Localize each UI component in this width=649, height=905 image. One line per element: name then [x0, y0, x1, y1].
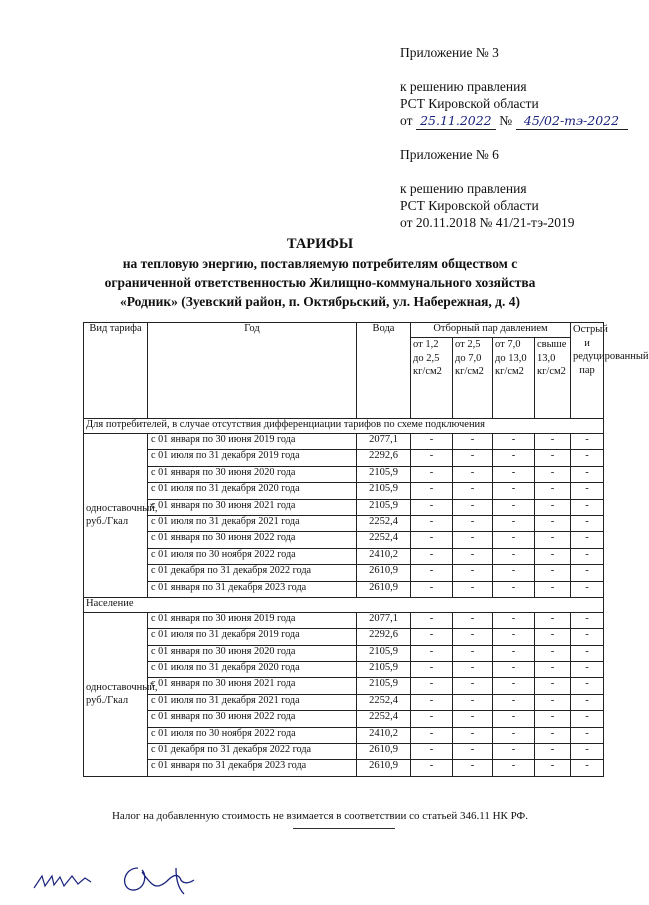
steam-tariff-value: - [453, 744, 493, 760]
steam-tariff-value: - [571, 466, 604, 482]
steam-tariff-value: - [571, 662, 604, 678]
steam-tariff-value: - [411, 629, 453, 645]
water-tariff-value: 2252,4 [357, 694, 411, 710]
water-tariff-value: 2252,4 [357, 532, 411, 548]
water-tariff-value: 2410,2 [357, 548, 411, 564]
title-line-1: на тепловую энергию, поставляемую потребителям обществом с [122, 256, 518, 271]
steam-tariff-value: - [493, 727, 535, 743]
steam-tariff-value: - [493, 565, 535, 581]
water-tariff-value: 2610,9 [357, 581, 411, 597]
steam-tariff-value: - [571, 548, 604, 564]
steam-tariff-value: - [535, 548, 571, 564]
water-tariff-value: 2105,9 [357, 678, 411, 694]
steam-tariff-value: - [453, 483, 493, 499]
steam-tariff-value: - [411, 612, 453, 628]
steam-tariff-value: - [535, 515, 571, 531]
section-consumers: Для потребителей, в случае отсутствия дифференциации тарифов по схеме подключения [84, 419, 604, 434]
period-cell: с 01 января по 30 июня 2022 года [148, 532, 357, 548]
steam-tariff-value: - [535, 678, 571, 694]
water-tariff-value: 2105,9 [357, 499, 411, 515]
period-cell: с 01 июля по 31 декабря 2021 года [148, 515, 357, 531]
steam-tariff-value: - [493, 548, 535, 564]
steam-tariff-value: - [571, 678, 604, 694]
steam-tariff-value: - [571, 711, 604, 727]
period-cell: с 01 января по 31 декабря 2023 года [148, 581, 357, 597]
table-row [84, 694, 604, 710]
steam-tariff-value: - [535, 565, 571, 581]
table-row [84, 434, 604, 450]
authority-line: РСТ Кировской области [400, 198, 539, 213]
decision-line: к решению правления [400, 181, 527, 196]
water-tariff-value: 2252,4 [357, 515, 411, 531]
steam-tariff-value: - [493, 711, 535, 727]
period-cell: с 01 июля по 31 декабря 2021 года [148, 694, 357, 710]
steam-tariff-value: - [493, 760, 535, 776]
period-cell: с 01 января по 30 июня 2019 года [148, 612, 357, 628]
handwritten-date: 25.11.2022 [416, 112, 496, 130]
vat-footnote: Налог на добавленную стоимость не взимается в соответствии со статьей 346.11 НК РФ. [111, 810, 529, 822]
steam-tariff-value: - [535, 532, 571, 548]
steam-tariff-value: - [453, 645, 493, 661]
water-tariff-value: 2105,9 [357, 662, 411, 678]
steam-tariff-value: - [453, 515, 493, 531]
steam-tariff-value: - [493, 645, 535, 661]
steam-tariff-value: - [493, 515, 535, 531]
water-tariff-value: 2105,9 [357, 483, 411, 499]
steam-tariff-value: - [411, 515, 453, 531]
steam-tariff-value: - [453, 678, 493, 694]
steam-tariff-value: - [535, 629, 571, 645]
handwritten-number: 45/02-тэ-2022 [516, 112, 628, 130]
steam-tariff-value: - [411, 645, 453, 661]
initials-scribble [30, 866, 100, 896]
steam-tariff-value: - [493, 581, 535, 597]
authority-line: РСТ Кировской области [400, 96, 539, 111]
steam-tariff-value: - [453, 499, 493, 515]
table-row [84, 612, 604, 628]
header-tariff-type: Вид тарифа [84, 323, 148, 419]
steam-tariff-value: - [535, 434, 571, 450]
table-row [84, 711, 604, 727]
date-number-line: от 25.11.2022 № 45/02-тэ-2022 [400, 112, 628, 130]
water-tariff-value: 2105,9 [357, 466, 411, 482]
steam-tariff-value: - [411, 727, 453, 743]
steam-tariff-value: - [535, 450, 571, 466]
steam-tariff-value: - [493, 466, 535, 482]
header-water: Вода [357, 323, 411, 419]
water-tariff-value: 2410,2 [357, 727, 411, 743]
steam-tariff-value: - [571, 515, 604, 531]
steam-tariff-value: - [493, 532, 535, 548]
title-line-2: ограниченной ответственностью Жилищно-коммунального хозяйства [104, 275, 536, 290]
steam-tariff-value: - [411, 662, 453, 678]
tariff-type-cell-population: одноставочный, руб./Гкал [84, 612, 148, 776]
water-tariff-value: 2610,9 [357, 760, 411, 776]
period-cell: с 01 января по 30 июня 2020 года [148, 645, 357, 661]
steam-tariff-value: - [493, 662, 535, 678]
water-tariff-value: 2252,4 [357, 711, 411, 727]
period-cell: с 01 января по 30 июня 2019 года [148, 434, 357, 450]
steam-tariff-value: - [411, 678, 453, 694]
steam-tariff-value: - [411, 434, 453, 450]
period-cell: с 01 июля по 31 декабря 2019 года [148, 629, 357, 645]
steam-tariff-value: - [411, 565, 453, 581]
steam-tariff-value: - [571, 532, 604, 548]
appendix-3-label: Приложение № 3 [400, 45, 499, 60]
table-row [84, 515, 604, 531]
steam-tariff-value: - [571, 612, 604, 628]
period-cell: с 01 декабря по 31 декабря 2022 года [148, 744, 357, 760]
steam-tariff-value: - [453, 760, 493, 776]
steam-tariff-value: - [411, 711, 453, 727]
table-row [84, 760, 604, 776]
steam-tariff-value: - [571, 483, 604, 499]
table-row [84, 744, 604, 760]
steam-tariff-value: - [535, 694, 571, 710]
steam-tariff-value: - [535, 581, 571, 597]
steam-tariff-value: - [493, 450, 535, 466]
steam-tariff-value: - [571, 629, 604, 645]
steam-tariff-value: - [493, 612, 535, 628]
water-tariff-value: 2105,9 [357, 645, 411, 661]
table-row [84, 727, 604, 743]
steam-tariff-value: - [453, 434, 493, 450]
steam-tariff-value: - [571, 744, 604, 760]
water-tariff-value: 2077,1 [357, 434, 411, 450]
steam-tariff-value: - [571, 450, 604, 466]
steam-tariff-value: - [535, 645, 571, 661]
steam-tariff-value: - [571, 499, 604, 515]
approval-block-appendix-6 [400, 146, 575, 231]
section-population: Население [84, 597, 604, 612]
table-row [84, 499, 604, 515]
table-row [84, 532, 604, 548]
steam-tariff-value: - [453, 727, 493, 743]
steam-tariff-value: - [411, 744, 453, 760]
period-cell: с 01 июля по 31 декабря 2019 года [148, 450, 357, 466]
steam-tariff-value: - [571, 694, 604, 710]
tariff-table [83, 322, 649, 777]
table-row [84, 662, 604, 678]
steam-tariff-value: - [493, 629, 535, 645]
steam-tariff-value: - [571, 645, 604, 661]
period-cell: с 01 июля по 31 декабря 2020 года [148, 483, 357, 499]
steam-tariff-value: - [411, 581, 453, 597]
steam-tariff-value: - [411, 499, 453, 515]
steam-tariff-value: - [453, 548, 493, 564]
water-tariff-value: 2610,9 [357, 565, 411, 581]
steam-tariff-value: - [453, 612, 493, 628]
separator-line [293, 828, 395, 829]
steam-tariff-value: - [493, 483, 535, 499]
period-cell: с 01 июля по 31 декабря 2020 года [148, 662, 357, 678]
steam-tariff-value: - [453, 532, 493, 548]
steam-tariff-value: - [493, 678, 535, 694]
decision-line: к решению правления [400, 79, 527, 94]
table-row [84, 629, 604, 645]
steam-tariff-value: - [453, 450, 493, 466]
steam-tariff-value: - [535, 483, 571, 499]
table-row [84, 483, 604, 499]
water-tariff-value: 2610,9 [357, 744, 411, 760]
table-row [84, 466, 604, 482]
table-row [84, 450, 604, 466]
table-row [84, 678, 604, 694]
steam-tariff-value: - [535, 711, 571, 727]
steam-tariff-value: - [535, 612, 571, 628]
header-pressure-2: от 2,5 до 7,0 кг/см2 [453, 338, 493, 419]
approval-block-appendix-3 [400, 44, 628, 130]
period-cell: с 01 января по 30 июня 2021 года [148, 678, 357, 694]
steam-tariff-value: - [571, 760, 604, 776]
water-tariff-value: 2077,1 [357, 612, 411, 628]
period-cell: с 01 июля по 30 ноября 2022 года [148, 727, 357, 743]
steam-tariff-value: - [453, 662, 493, 678]
header-pressure-3: от 7,0 до 13,0 кг/см2 [493, 338, 535, 419]
steam-tariff-value: - [411, 694, 453, 710]
table-row [84, 581, 604, 597]
steam-tariff-value: - [493, 694, 535, 710]
steam-tariff-value: - [571, 581, 604, 597]
header-pressure-1: от 1,2 до 2,5 кг/см2 [411, 338, 453, 419]
period-cell: с 01 июля по 30 ноября 2022 года [148, 548, 357, 564]
header-extraction-steam: Отборный пар давлением [411, 323, 571, 338]
header-pressure-4: свыше 13,0 кг/см2 [535, 338, 571, 419]
period-cell: с 01 января по 30 июня 2021 года [148, 499, 357, 515]
table-row [84, 565, 604, 581]
water-tariff-value: 2292,6 [357, 450, 411, 466]
steam-tariff-value: - [453, 711, 493, 727]
steam-tariff-value: - [453, 565, 493, 581]
steam-tariff-value: - [411, 450, 453, 466]
steam-tariff-value: - [493, 434, 535, 450]
steam-tariff-value: - [411, 760, 453, 776]
tariff-type-cell-consumers: одноставочный, руб./Гкал [84, 434, 148, 598]
steam-tariff-value: - [535, 744, 571, 760]
steam-tariff-value: - [453, 629, 493, 645]
water-tariff-value: 2292,6 [357, 629, 411, 645]
steam-tariff-value: - [571, 434, 604, 450]
date-number-line: от 20.11.2018 № 41/21-тэ-2019 [400, 215, 575, 230]
steam-tariff-value: - [571, 727, 604, 743]
steam-tariff-value: - [535, 499, 571, 515]
steam-tariff-value: - [535, 727, 571, 743]
period-cell: с 01 января по 30 июня 2020 года [148, 466, 357, 482]
appendix-6-label: Приложение № 6 [400, 147, 499, 162]
title-line-3: «Родник» (Зуевский район, п. Октябрьский, ул. Набережная, д. 4) [119, 294, 521, 309]
steam-tariff-value: - [411, 532, 453, 548]
table-row [84, 548, 604, 564]
table-row [84, 645, 604, 661]
steam-tariff-value: - [571, 565, 604, 581]
steam-tariff-value: - [535, 760, 571, 776]
steam-tariff-value: - [453, 581, 493, 597]
steam-tariff-value: - [411, 548, 453, 564]
period-cell: с 01 января по 30 июня 2022 года [148, 711, 357, 727]
steam-tariff-value: - [453, 466, 493, 482]
steam-tariff-value: - [535, 466, 571, 482]
steam-tariff-value: - [453, 694, 493, 710]
steam-tariff-value: - [535, 662, 571, 678]
signature [118, 858, 213, 898]
header-year: Год [148, 323, 357, 419]
document-title: ТАРИФЫ [286, 236, 354, 252]
period-cell: с 01 января по 31 декабря 2023 года [148, 760, 357, 776]
header-live-steam: Острый и редуцированный пар [571, 323, 604, 419]
steam-tariff-value: - [411, 466, 453, 482]
steam-tariff-value: - [493, 499, 535, 515]
period-cell: с 01 декабря по 31 декабря 2022 года [148, 565, 357, 581]
steam-tariff-value: - [411, 483, 453, 499]
steam-tariff-value: - [493, 744, 535, 760]
